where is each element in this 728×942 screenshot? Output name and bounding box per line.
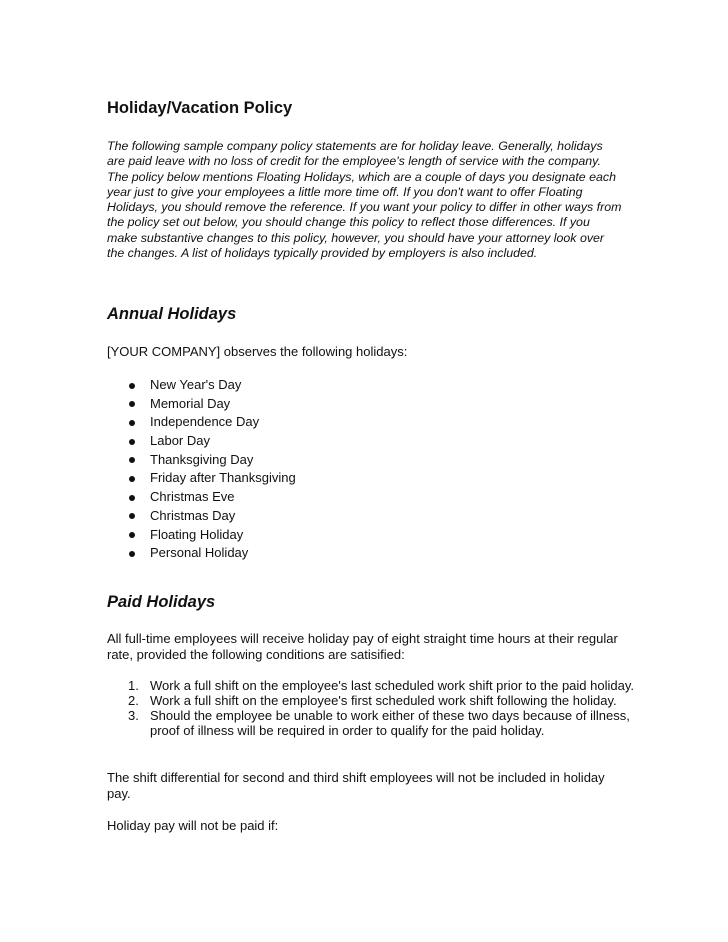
bullet-icon [129,383,135,389]
list-item [107,432,296,451]
list-item [107,451,296,470]
bullet-icon [129,476,135,482]
list-item [107,488,296,507]
list-item [107,376,296,395]
bullet-icon [129,439,135,445]
list-item [107,678,637,693]
bullet-icon [129,532,135,538]
bullet-icon [129,420,135,426]
list-item-label: Labor Day [150,433,210,449]
list-item-text: Should the employee be unable to work either of these two days because of illness, proof of illness will be required in order to qualify for the paid holiday. [150,708,630,738]
list-item-text: Work a full shift on the employee's first scheduled work shift following the holiday. [150,693,617,708]
list-item [107,526,296,545]
list-item-label: Floating Holiday [150,526,244,542]
annual-holidays-lead: [YOUR COMPANY] observes the following holidays: [107,344,408,359]
list-number: 2. [128,693,139,708]
paid-holidays-heading: Paid Holidays [107,593,216,611]
list-item [107,693,637,708]
list-item-label: Friday after Thanksgiving [150,470,296,486]
bullet-icon [129,457,135,463]
intro-paragraph: The following sample company policy statements are for holiday leave. Generally, holidays are paid leave with no loss of credit for the employee's length of service with the company. The policy below mentions Floating Holidays, which are a couple of days you designate each year just to give your employees a little more time off. If you don't want to offer Floating Holidays, you should remove the reference. If you want your policy to differ in other ways from the policy set out below, you should change this policy to reflect those differences. If you make substantive changes to this policy, however, you should have your attorney look over the changes. A list of holidays typically provided by employers is also included. [107,139,622,261]
list-item [107,708,637,738]
list-item [107,507,296,526]
list-item [107,395,296,414]
shift-differential-note: The shift differential for second and third shift employees will not be included in holiday pay. [107,770,605,801]
paid-holidays-lead: All full-time employees will receive holiday pay of eight straight time hours at their regular rate, provided the following conditions are satisified: [107,631,618,662]
document-title: Holiday/Vacation Policy [107,99,293,117]
bullet-icon [129,495,135,501]
list-number: 1. [128,678,139,693]
list-item-label: Independence Day [150,414,260,430]
conditions-list [107,678,637,738]
list-item-label: Thanksgiving Day [150,451,254,467]
list-item [107,469,296,488]
holiday-list [107,376,296,563]
list-item [107,413,296,432]
not-paid-lead: Holiday pay will not be paid if: [107,818,279,833]
list-item-label: Christmas Day [150,507,236,523]
list-item-label: New Year's Day [150,377,242,392]
list-item-label: Personal Holiday [150,545,249,561]
bullet-icon [129,513,135,519]
list-number: 3. [128,708,139,723]
list-item-text: Work a full shift on the employee's last scheduled work shift prior to the paid holiday. [150,678,634,693]
list-item-label: Christmas Eve [150,489,235,505]
list-item [107,544,296,563]
bullet-icon [129,551,135,557]
annual-holidays-heading: Annual Holidays [107,305,237,323]
bullet-icon [129,401,135,407]
list-item-label: Memorial Day [150,395,231,411]
